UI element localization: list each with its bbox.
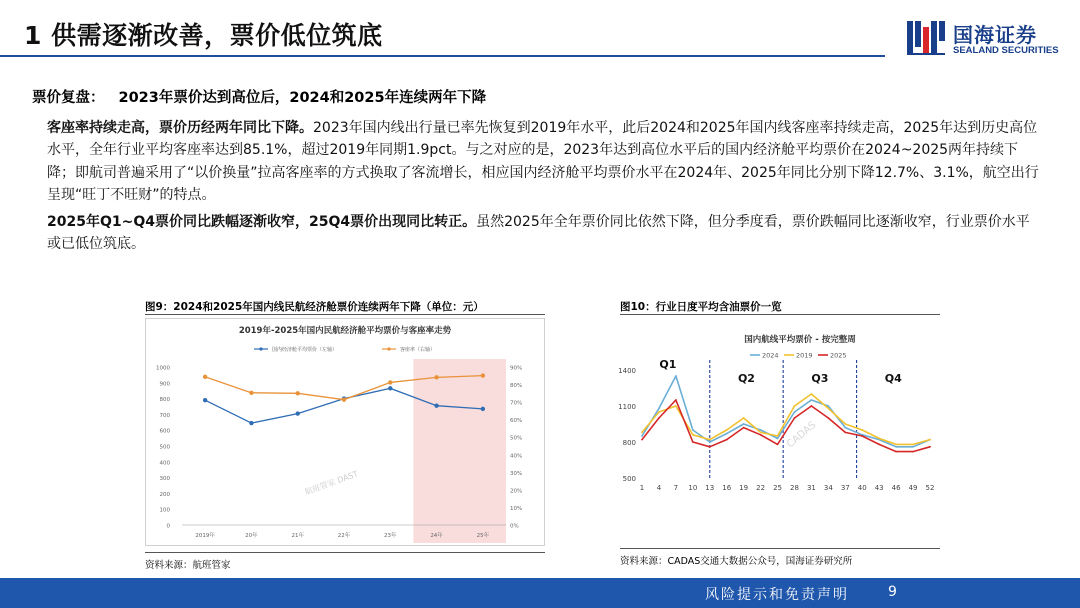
summary-label: 票价复盘： [32, 90, 105, 106]
data-point [777, 438, 779, 440]
data-point [929, 446, 931, 448]
paragraph-2-lead: 2025年Q1~Q4票价同比跌幅逐渐收窄，25Q4票价出现同比转正。 [47, 214, 477, 230]
quarter-label: Q3 [811, 372, 829, 385]
y-left-tick-label: 100 [159, 507, 170, 514]
y-left-tick-label: 800 [159, 397, 170, 404]
data-point [760, 429, 762, 431]
chart-title: 国内航线平均票价 - 按完整周 [744, 335, 856, 345]
paragraph-load-factor [47, 117, 1042, 206]
data-point [912, 451, 914, 453]
data-point [675, 399, 677, 401]
x-tick-label: 28 [790, 484, 799, 492]
y-right-tick-label: 80% [510, 383, 523, 390]
y-left-tick-label: 900 [159, 381, 170, 388]
data-point [912, 446, 914, 448]
data-point [692, 434, 694, 436]
y-left-tick-label: 1000 [156, 365, 170, 372]
quarter-label: Q4 [884, 372, 902, 385]
highlight-band [413, 359, 506, 543]
data-point [481, 373, 485, 377]
y-right-tick-label: 60% [510, 418, 523, 425]
data-point [641, 435, 643, 437]
x-tick-label: 22 [756, 484, 766, 492]
data-point [726, 429, 728, 431]
figure-9-caption: 图9：2024和2025年国内线民航经济舱票价连续两年下降（单位：元） [145, 301, 484, 313]
data-point [878, 444, 880, 446]
page-number: 9 [888, 584, 897, 600]
summary-line [32, 86, 486, 107]
x-tick-label: 37 [840, 484, 850, 492]
x-tick-label: 21年 [291, 533, 304, 539]
y-left-tick-label: 600 [159, 428, 170, 435]
x-tick-label: 19 [739, 484, 749, 492]
x-tick-label: 23年 [384, 533, 397, 539]
legend-label: 2019 [796, 351, 813, 360]
data-point [743, 423, 745, 425]
y-left-tick-label: 300 [159, 476, 170, 483]
x-tick-label: 2019年 [195, 533, 215, 539]
data-point [709, 439, 711, 441]
data-point [641, 432, 643, 434]
chart-legend [750, 352, 847, 360]
y-right-tick-label: 70% [510, 400, 523, 407]
data-point [692, 441, 694, 443]
data-point [878, 438, 880, 440]
data-point [760, 434, 762, 436]
data-point [675, 375, 677, 377]
data-point [296, 411, 300, 415]
data-point [844, 427, 846, 429]
data-point [844, 432, 846, 434]
figure-10-caption: 图10：行业日度平均含油票价一览 [620, 301, 782, 313]
data-point [861, 435, 863, 437]
data-point [895, 451, 897, 453]
data-point [811, 405, 813, 407]
x-tick-label: 20年 [245, 533, 258, 539]
chart-legend [254, 346, 435, 353]
data-point [203, 375, 207, 379]
data-point [743, 417, 745, 419]
legend-label: 2024 [762, 351, 779, 360]
x-tick-label: 10 [688, 484, 698, 492]
data-point [861, 429, 863, 431]
watermark: CADAS [784, 419, 819, 451]
y-left-tick-label: 500 [159, 444, 170, 451]
paragraph-1-body: 2023年国内线出行量已率先恢复到2019年水平，此后2024和2025年国内线客座率持续走高，2025年达到历史高位水平，全年行业平均客座率达到85.1%，超过2019年同期1.9pct。与之对应的是，2023年达到高位水平后的国内经济舱平均票价在2024~2025两年持续下降；即航司普遍采用了“以价换量”拉高客座率的方式换取了客流增长，相应国内经济舱平均票价水平在2024年、2025年同比分别下降12.7%、3.1%，航空出行呈现“旺丁不旺财”的特点。 [47, 120, 1039, 203]
logo-mark-icon [905, 17, 947, 57]
x-tick-label: 7 [673, 484, 679, 492]
x-tick-label: 22年 [337, 533, 351, 539]
y-left-tick-label: 700 [159, 412, 170, 419]
y-tick-label: 500 [622, 475, 636, 483]
legend-marker [387, 347, 390, 350]
data-point [726, 433, 728, 435]
data-point [641, 439, 643, 441]
y-right-tick-label: 30% [510, 470, 523, 477]
data-point [794, 417, 796, 419]
x-tick-label: 13 [705, 484, 715, 492]
x-tick-label: 31 [806, 484, 816, 492]
data-point [388, 386, 392, 390]
x-tick-label: 16 [722, 484, 732, 492]
data-point [760, 432, 762, 434]
data-point [929, 439, 931, 441]
legend-label: 国内经济舱平均票价（左轴） [272, 347, 338, 353]
data-point [658, 417, 660, 419]
y-tick-label: 800 [622, 439, 636, 447]
series-line [642, 394, 930, 444]
data-point [811, 393, 813, 395]
legend-label: 客座率（右轴） [400, 347, 436, 353]
quarter-label: Q1 [659, 358, 677, 371]
y-right-tick-label: 20% [510, 488, 523, 495]
x-tick-label: 24年 [430, 533, 443, 539]
data-point [709, 446, 711, 448]
company-logo [905, 17, 1065, 59]
data-point [794, 405, 796, 407]
fare-load-factor-chart [146, 319, 544, 545]
summary-text: 2023年票价达到高位后，2024和2025年连续两年下降 [118, 90, 487, 106]
data-point [296, 391, 300, 395]
x-tick-label: 40 [857, 484, 867, 492]
data-point [743, 427, 745, 429]
data-point [827, 417, 829, 419]
figure-9-source: 资料来源：航班管家 [145, 560, 231, 571]
y-right-tick-label: 0% [510, 523, 519, 530]
quarter-label: Q2 [737, 372, 755, 385]
paragraph-1-lead: 客座率持续走高，票价历经两年同比下降。 [47, 120, 313, 136]
data-point [675, 405, 677, 407]
data-point [827, 405, 829, 407]
data-point [249, 391, 253, 395]
x-tick-label: 49 [908, 484, 918, 492]
legend-marker [259, 347, 262, 350]
data-point [709, 441, 711, 443]
figure-9-caption-rule [145, 314, 545, 315]
data-point [658, 411, 660, 413]
data-point [434, 375, 438, 379]
y-left-tick-label: 0 [166, 523, 170, 530]
chart-title: 2019年-2025年国内民航经济舱平均票价与客座率走势 [238, 326, 452, 336]
x-tick-label: 4 [656, 484, 662, 492]
data-point [692, 429, 694, 431]
daily-fare-chart [620, 318, 940, 546]
y-tick-label: 1100 [618, 403, 636, 411]
header-divider [0, 55, 885, 57]
x-tick-label: 25 [773, 484, 782, 492]
y-left-tick-label: 400 [159, 460, 170, 467]
data-point [434, 404, 438, 408]
x-tick-label: 25年 [476, 533, 490, 539]
data-point [726, 439, 728, 441]
data-point [481, 407, 485, 411]
x-tick-label: 43 [874, 484, 884, 492]
data-point [827, 408, 829, 410]
y-right-tick-label: 90% [510, 365, 523, 372]
watermark: 航班管家 DAST [303, 469, 360, 497]
page-title: 1 供需逐渐改善，票价低位筑底 [24, 21, 383, 50]
y-right-tick-label: 50% [510, 435, 523, 442]
quarter-markers [659, 358, 902, 478]
figure-10-source: 资料来源：CADAS交通大数据公众号，国海证券研究所 [620, 556, 853, 567]
figure-9-chart [145, 318, 545, 546]
data-point [777, 444, 779, 446]
y-tick-label: 1400 [618, 367, 636, 375]
data-point [388, 380, 392, 384]
data-point [249, 421, 253, 425]
figure-9-source-rule [145, 552, 545, 553]
data-point [794, 411, 796, 413]
figure-10-chart [620, 318, 940, 546]
series-line [642, 376, 930, 447]
y-right-tick-label: 10% [510, 505, 523, 512]
data-point [658, 408, 660, 410]
x-tick-label: 1 [639, 484, 645, 492]
logo-chinese-name: 国海证券 [953, 23, 1037, 47]
x-tick-label: 52 [925, 484, 935, 492]
data-point [844, 423, 846, 425]
paragraph-quarterly-fare [47, 211, 1042, 256]
legend-label: 2025 [830, 351, 847, 360]
chart-axes [618, 367, 934, 492]
data-point [895, 444, 897, 446]
data-point [811, 399, 813, 401]
data-point [912, 444, 914, 446]
disclaimer-link[interactable]: 风险提示和免责声明 [705, 587, 849, 603]
x-tick-label: 46 [891, 484, 901, 492]
y-right-tick-label: 40% [510, 453, 523, 460]
x-tick-label: 34 [823, 484, 833, 492]
footer-bar [0, 578, 1080, 608]
data-point [203, 398, 207, 402]
figure-10-source-rule [620, 548, 940, 549]
data-point [342, 397, 346, 401]
figure-10-caption-rule [620, 314, 940, 315]
data-point [777, 435, 779, 437]
y-left-tick-label: 200 [159, 491, 170, 498]
data-point [895, 446, 897, 448]
logo-english-name: SEALAND SECURITIES [953, 45, 1059, 56]
paragraph-2-body: 虽然2025年全年票价同比依然下降，但分季度看，票价跌幅同比逐渐收窄，行业票价水平或已低位筑底。 [47, 214, 1030, 253]
